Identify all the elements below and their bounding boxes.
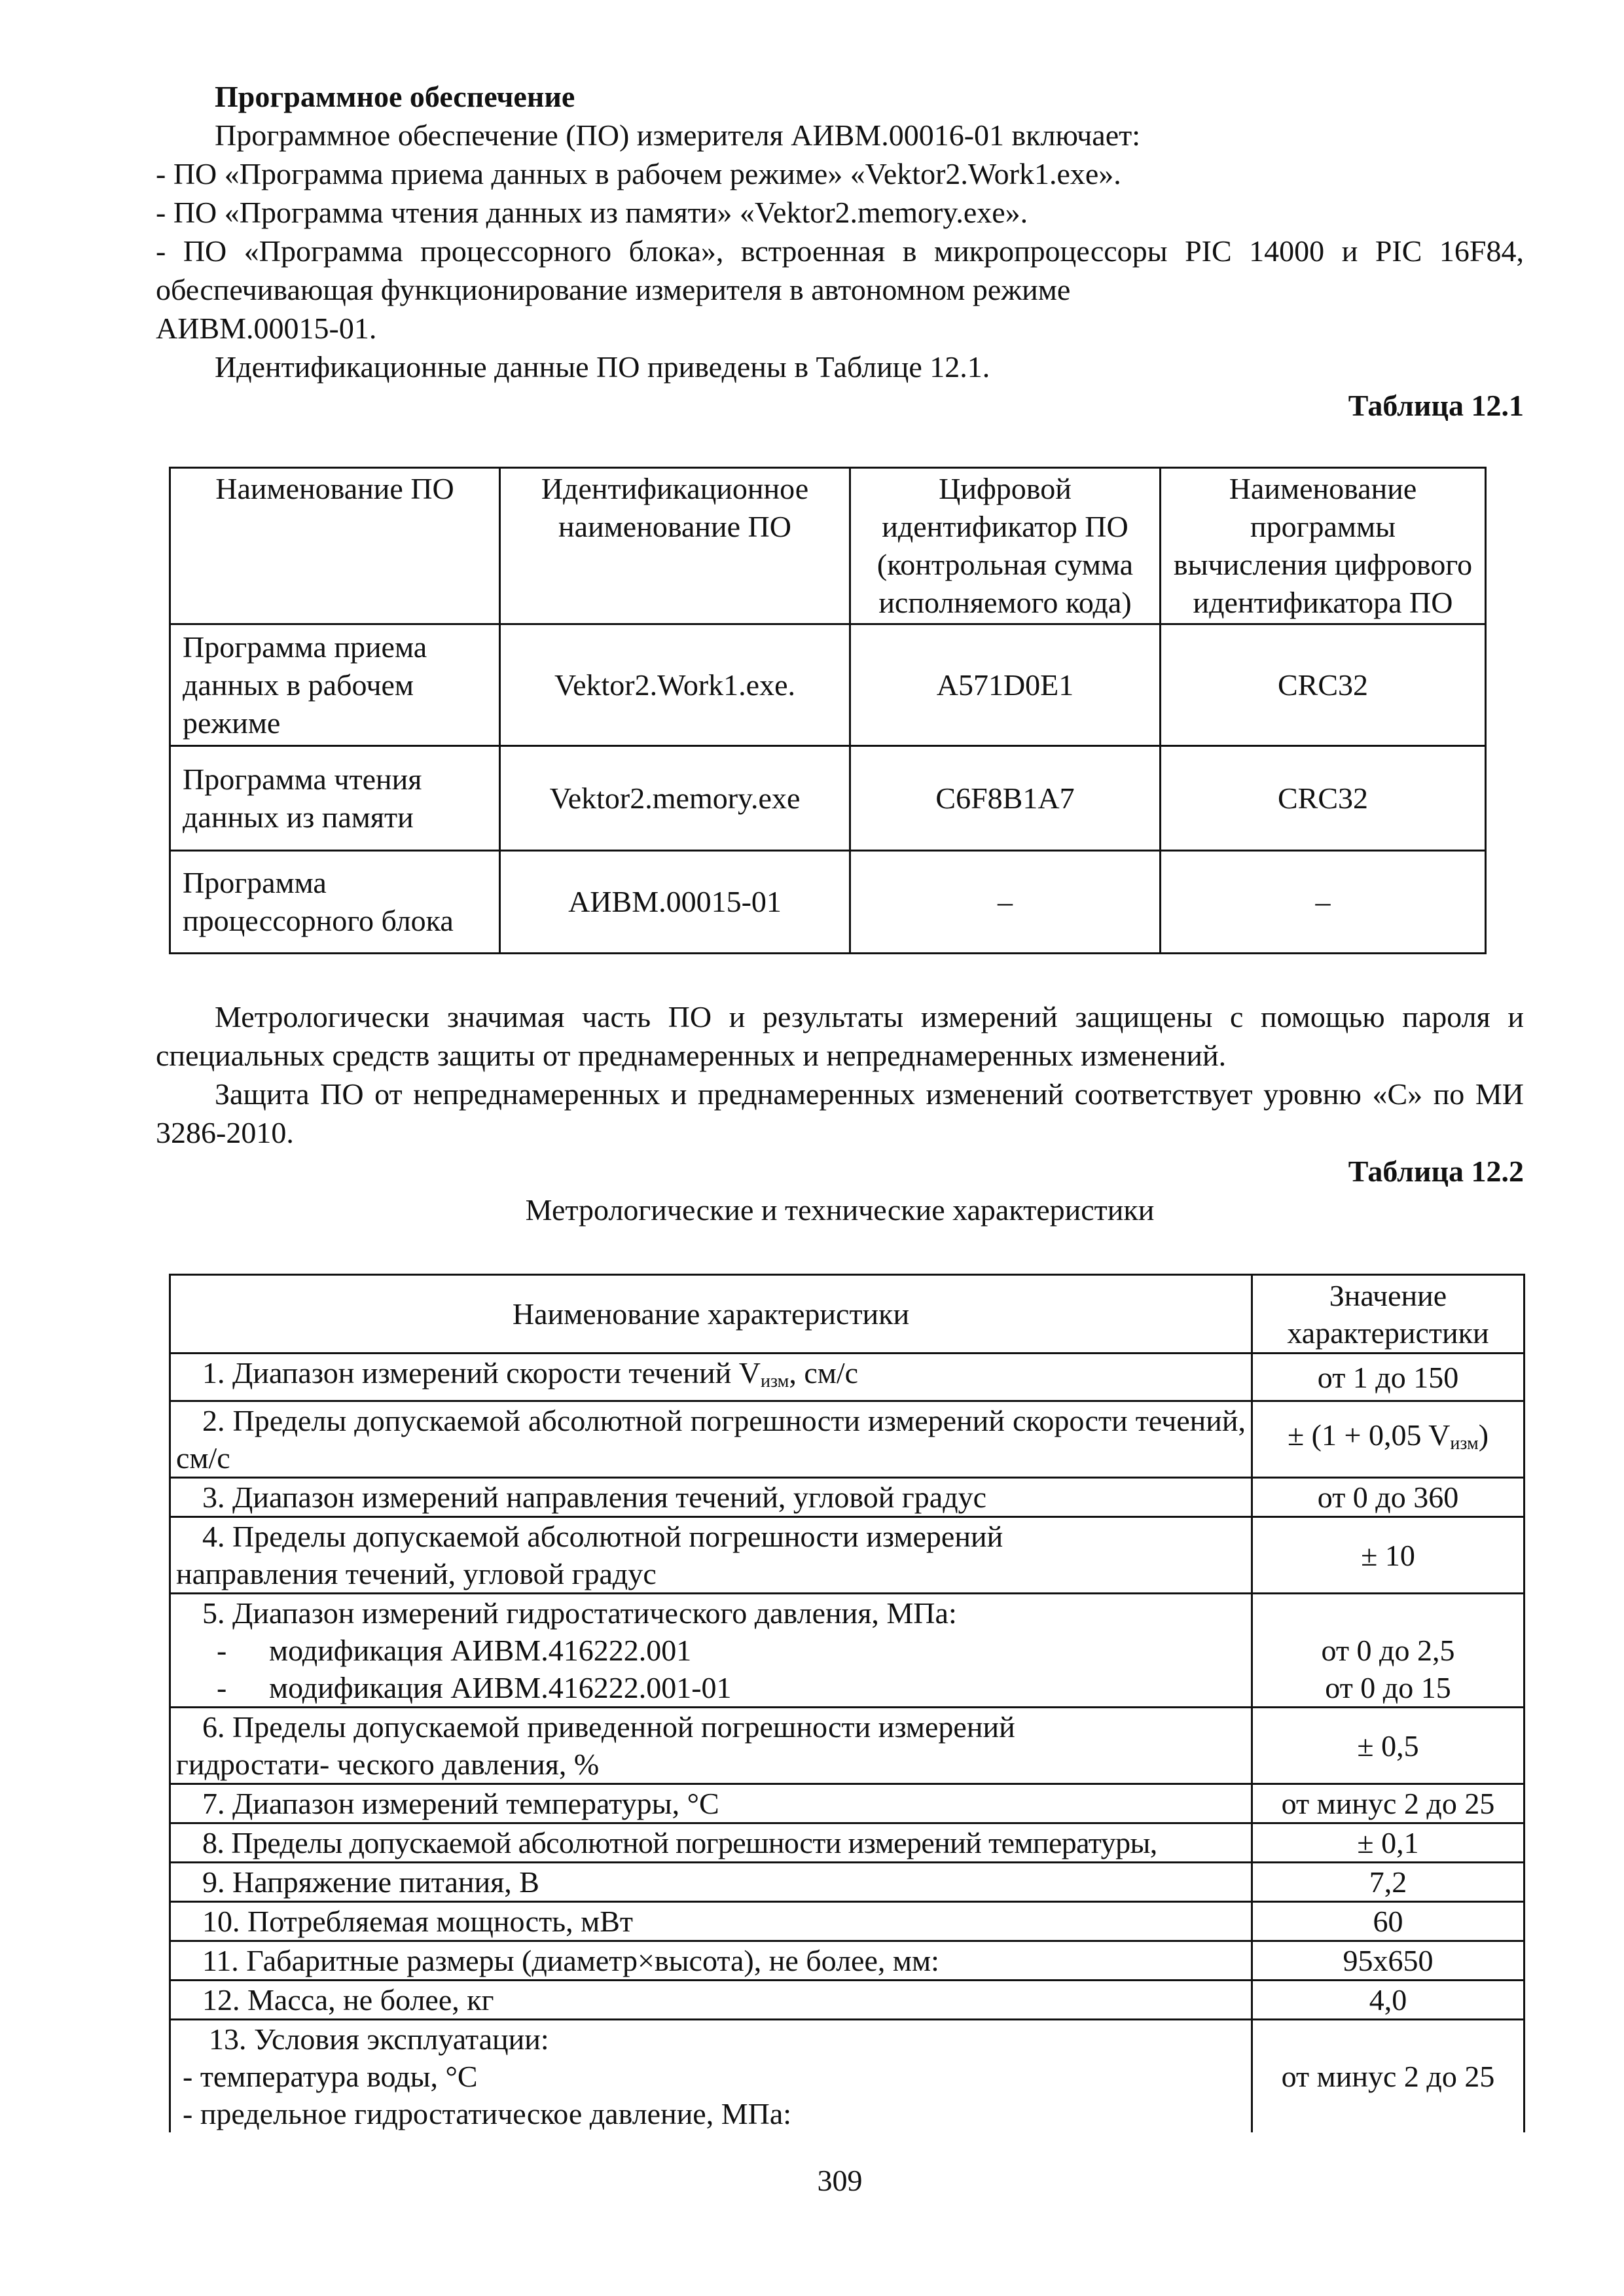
table-cell: ± 0,1 <box>1252 1823 1525 1863</box>
table-row <box>170 1981 1525 2020</box>
ident-reference: Идентификационные данные ПО приведены в Таблице 12.1. <box>215 350 990 384</box>
table-cell: 12. Масса, не более, кг <box>170 1981 1252 2020</box>
table-row <box>170 851 1486 954</box>
table-header-cell: Значение характеристики <box>1252 1275 1525 1354</box>
table-cell: от 0 до 2,5 от 0 до 15 <box>1252 1594 1525 1708</box>
table-row <box>170 1594 1525 1708</box>
table-header-cell: Наименование программы вычисления цифрового идентификатора ПО <box>1161 468 1486 624</box>
table-cell: 1. Диапазон измерений скорости течений $V_{изм}$, см/с <box>170 1354 1252 1401</box>
table-cell: CRC32 <box>1161 746 1486 851</box>
table-cell: Vektor2.memory.exe <box>500 746 850 851</box>
list-item: - ПО «Программа приема данных в рабочем режиме» «Vektor2.Work1.exe». <box>156 157 1121 190</box>
table-cell: A571D0E1 <box>850 624 1161 746</box>
table-cell: – <box>850 851 1161 954</box>
table-row <box>170 746 1486 851</box>
table-row <box>170 1354 1525 1401</box>
table-cell: АИВМ.00015-01 <box>500 851 850 954</box>
table-cell: от минус 2 до 25 <box>1252 1784 1525 1823</box>
table-cell: 9. Напряжение питания, В <box>170 1863 1252 1902</box>
table-row <box>170 1941 1525 1981</box>
intro-paragraph: Программное обеспечение (ПО) измерителя АИВМ.00016-01 включает: <box>215 118 1141 152</box>
protection-paragraph: Метрологически значимая часть ПО и результаты измерений защищены с помощью пароля и специальных средств защиты от преднамеренных и непреднамеренных изменений. <box>156 1000 1524 1072</box>
document-page <box>156 77 1524 2200</box>
table-header-cell: Идентификационное наименование ПО <box>500 468 850 624</box>
table-cell: 11. Габаритные размеры (диаметр×высота), не более, мм: <box>170 1941 1252 1981</box>
table-cell: ± (1 + 0,05 $V_{изм}$) <box>1252 1401 1525 1478</box>
table-header-cell: Наименование характеристики <box>170 1275 1252 1354</box>
table-row <box>170 1784 1525 1823</box>
table-cell: 10. Потребляемая мощность, мВт <box>170 1902 1252 1941</box>
table-row <box>170 1902 1525 1941</box>
table-cell: Программа приема данных в рабочем режиме <box>170 624 500 746</box>
protection-level-paragraph: Защита ПО от непреднамеренных и преднамеренных изменений соответствует уровню «С» по МИ 3286-2010. <box>156 1077 1524 1149</box>
table-row <box>170 1708 1525 1784</box>
characteristics-table <box>169 1274 1525 2132</box>
table-header-row <box>170 1275 1525 1354</box>
table1-caption: Таблица 12.1 <box>1348 389 1524 422</box>
list-item: АИВМ.00015-01. <box>156 312 377 345</box>
table-row <box>170 1823 1525 1863</box>
table-cell: Программа процессорного блока <box>170 851 500 954</box>
table-cell: от минус 2 до 25 <box>1252 2020 1525 2133</box>
table-cell: 7. Диапазон измерений температуры, °С <box>170 1784 1252 1823</box>
table-row <box>170 1517 1525 1594</box>
list-item: - ПО «Программа процессорного блока», встроенная в микропроцессоры PIC 14000 и PIC 16F84, обеспечивающая функционирование измерителя в автономном режиме <box>156 234 1524 306</box>
page-number: 309 <box>817 2164 863 2197</box>
table-header-cell: Цифровой идентификатор ПО (контрольная сумма исполняемого кода) <box>850 468 1161 624</box>
table-cell: ± 10 <box>1252 1517 1525 1594</box>
table2-caption: Таблица 12.2 <box>1348 1155 1524 1188</box>
table2-title: Метрологические и технические характеристики <box>525 1193 1155 1227</box>
section-title: Программное обеспечение <box>215 80 575 113</box>
table-cell: от 1 до 150 <box>1252 1354 1525 1401</box>
table-row <box>170 624 1486 746</box>
table-cell: 5. Диапазон измерений гидростатического давления, МПа: - модификация АИВМ.416222.001 - модификация АИВМ.416222.001-01 <box>170 1594 1252 1708</box>
table-cell: 3. Диапазон измерений направления течений, угловой градус <box>170 1478 1252 1517</box>
table-cell: 7,2 <box>1252 1863 1525 1902</box>
table-cell: 6. Пределы допускаемой приведенной погрешности измерений гидростати- ческого давления, % <box>170 1708 1252 1784</box>
software-ident-table <box>169 467 1487 954</box>
table-header-row <box>170 468 1486 624</box>
list-item: - ПО «Программа чтения данных из памяти» «Vektor2.memory.exe». <box>156 196 1028 229</box>
table-cell: ± 0,5 <box>1252 1708 1525 1784</box>
table-header-cell: Наименование ПО <box>170 468 500 624</box>
table-cell: 13. Условия эксплуатации: - температура воды, °С - предельное гидростатическое давление, МПа: <box>170 2020 1252 2133</box>
table-cell: 4,0 <box>1252 1981 1525 2020</box>
table-cell: 60 <box>1252 1902 1525 1941</box>
table-cell: 95x650 <box>1252 1941 1525 1981</box>
table-row <box>170 2020 1525 2133</box>
table-cell: от 0 до 360 <box>1252 1478 1525 1517</box>
table-cell: – <box>1161 851 1486 954</box>
table-cell: Vektor2.Work1.exe. <box>500 624 850 746</box>
table-row <box>170 1478 1525 1517</box>
table-cell: 4. Пределы допускаемой абсолютной погрешности измерений направления течений, угловой градус <box>170 1517 1252 1594</box>
table-cell: Программа чтения данных из памяти <box>170 746 500 851</box>
table-cell: CRC32 <box>1161 624 1486 746</box>
table-cell: C6F8B1A7 <box>850 746 1161 851</box>
table-row <box>170 1401 1525 1478</box>
table-cell: 2. Пределы допускаемой абсолютной погрешности измерений скорости течений, см/с <box>170 1401 1252 1478</box>
table-row <box>170 1863 1525 1902</box>
table-cell: 8. Пределы допускаемой абсолютной погрешности измерений температуры, <box>170 1823 1252 1863</box>
